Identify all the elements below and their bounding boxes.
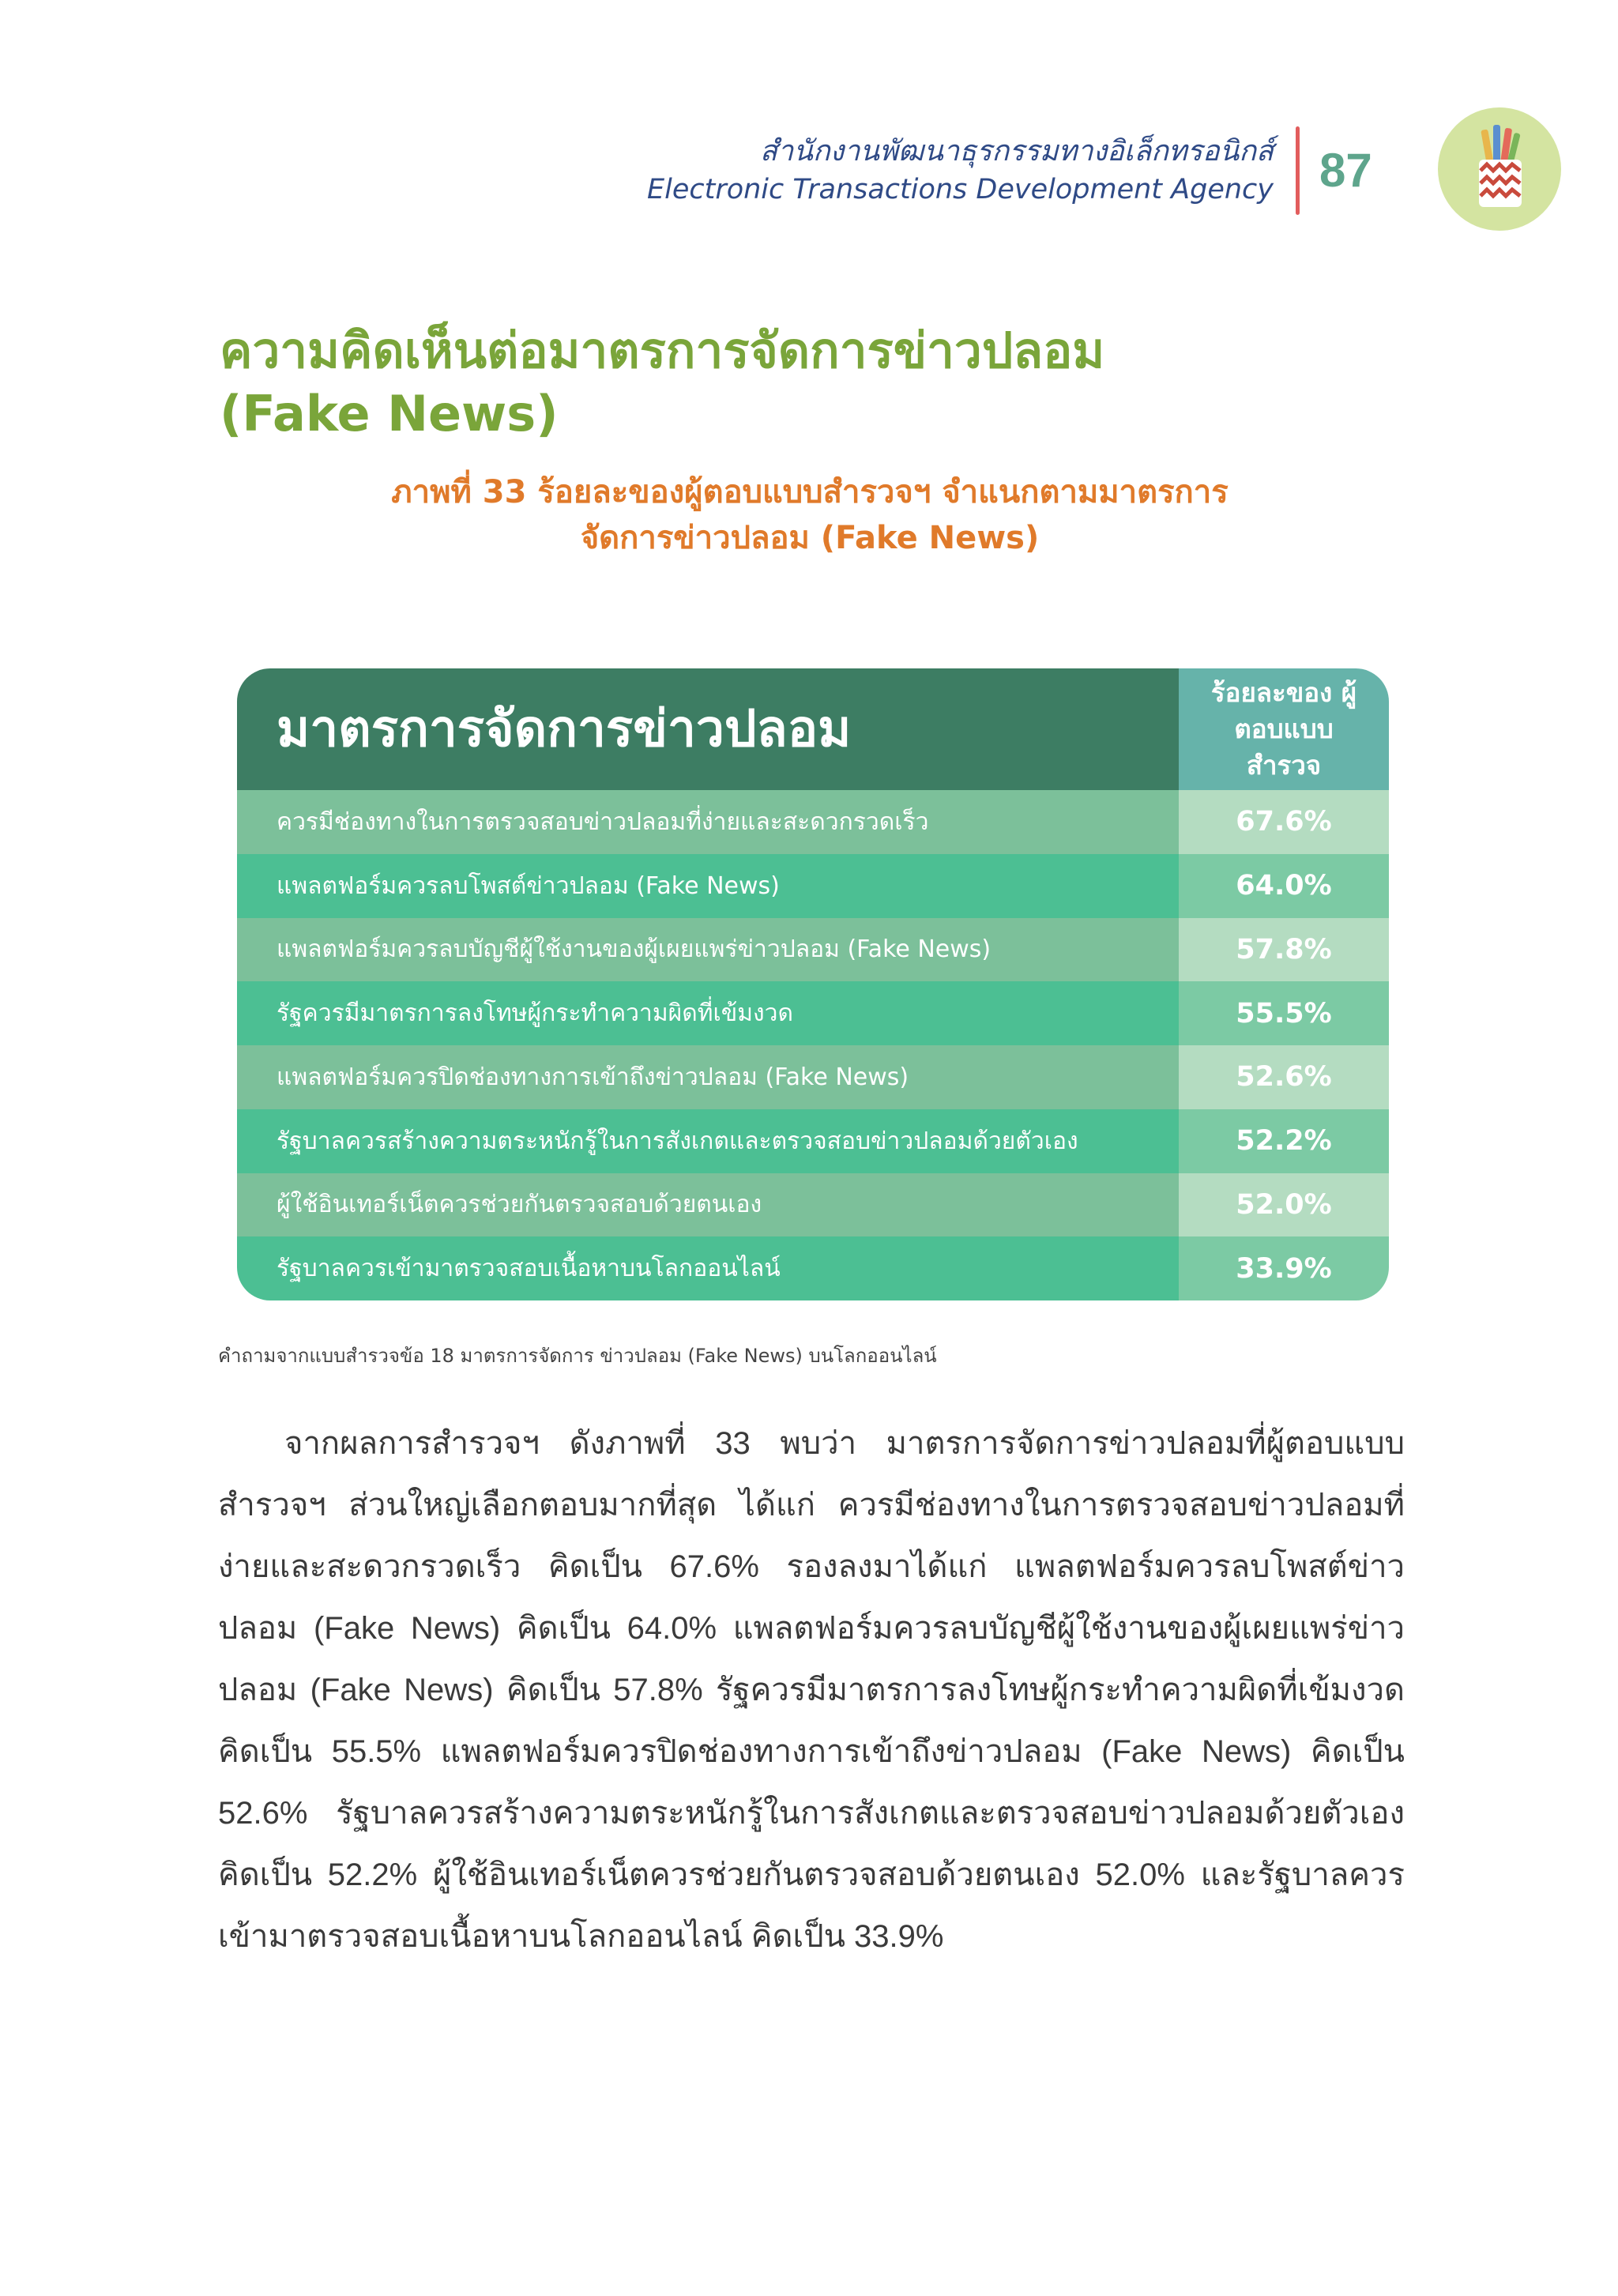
- row-percent-value: 55.5%: [1179, 981, 1389, 1045]
- row-percent-value: 52.0%: [1179, 1173, 1389, 1237]
- section-title-line-2: (Fake News): [220, 385, 559, 442]
- figure-caption: [237, 469, 1383, 561]
- row-measure-label: รัฐบาลควรสร้างความตระหนักรู้ในการสังเกตและตรวจสอบข่าวปลอมด้วยตัวเอง: [237, 1109, 1179, 1173]
- row-percent-value: 52.6%: [1179, 1045, 1389, 1109]
- row-measure-label: แพลตฟอร์มควรปิดช่องทางการเข้าถึงข่าวปลอม (Fake News): [237, 1045, 1179, 1109]
- page-number: 87: [1319, 144, 1372, 197]
- table-row: [237, 790, 1389, 854]
- body-paragraph: จากผลการสำรวจฯ ดังภาพที่ 33 พบว่า มาตรการจัดการข่าวปลอมที่ผู้ตอบแบบสำรวจฯ ส่วนใหญ่เลือกตอบมากที่สุด ได้แก่ ควรมีช่องทางในการตรวจสอบข่าวปลอมที่ง่ายและสะดวกรวดเร็ว คิดเป็น 67.6% รองลงมาได้แก่ แพลตฟอร์มควรลบโพสต์ข่าวปลอม (Fake News) คิดเป็น 64.0% แพลตฟอร์มควรลบบัญชีผู้ใช้งานของผู้เผยแพร่ข่าวปลอม (Fake News) คิดเป็น 57.8% รัฐควรมีมาตรการลงโทษผู้กระทำความผิดที่เข้มงวด คิดเป็น 55.5% แพลตฟอร์มควรปิดช่องทางการเข้าถึงข่าวปลอม (Fake News) คิดเป็น 52.6% รัฐบาลควรสร้างความตระหนักรู้ในการสังเกตและตรวจสอบข่าวปลอมด้วยตัวเอง คิดเป็น 52.2% ผู้ใช้อินเทอร์เน็ตควรช่วยกันตรวจสอบด้วยตนเอง 52.0% และรัฐบาลควรเข้ามาตรวจสอบเนื้อหาบนโลกออนไลน์ คิดเป็น 33.9%: [218, 1426, 1405, 1954]
- row-percent-value: 64.0%: [1179, 854, 1389, 918]
- row-percent-value: 67.6%: [1179, 790, 1389, 854]
- row-percent-value: 33.9%: [1179, 1236, 1389, 1300]
- row-measure-label: รัฐควรมีมาตรการลงโทษผู้กระทำความผิดที่เข้มงวด: [237, 981, 1179, 1045]
- row-measure-label: แพลตฟอร์มควรลบบัญชีผู้ใช้งานของผู้เผยแพร่ข่าวปลอม (Fake News): [237, 918, 1179, 982]
- header-percent: ร้อยละของ ผู้ตอบแบบ สำรวจ: [1179, 668, 1389, 790]
- agency-name-english: Electronic Transactions Development Agency: [646, 174, 1274, 205]
- table-row: [237, 1173, 1389, 1237]
- table-row: [237, 1236, 1389, 1300]
- section-title: [220, 319, 1405, 446]
- fake-news-measures-table: [237, 668, 1389, 1300]
- table-row: [237, 981, 1389, 1045]
- table-row: [237, 918, 1389, 982]
- agency-name-block: [647, 133, 1274, 209]
- table-row: [237, 1045, 1389, 1109]
- row-measure-label: ผู้ใช้อินเทอร์เน็ตควรช่วยกันตรวจสอบด้วยตนเอง: [237, 1173, 1179, 1237]
- section-title-line-1: ความคิดเห็นต่อมาตรการจัดการข่าวปลอม: [220, 322, 1105, 379]
- figure-caption-line-1: ภาพที่ 33 ร้อยละของผู้ตอบแบบสำรวจฯ จำแนกตามมาตรการ: [391, 474, 1229, 510]
- agency-name-thai: สำนักงานพัฒนาธุรกรรมทางอิเล็กทรอนิกส์: [760, 135, 1274, 167]
- source-note: คำถามจากแบบสำรวจข้อ 18 มาตรการจัดการ ข่าวปลอม (Fake News) บนโลกออนไลน์: [218, 1345, 937, 1367]
- row-measure-label: รัฐบาลควรเข้ามาตรวจสอบเนื้อหาบนโลกออนไลน์: [237, 1236, 1179, 1300]
- row-percent-value: 57.8%: [1179, 918, 1389, 982]
- table-row: [237, 1109, 1389, 1173]
- figure-caption-line-2: จัดการข่าวปลอม (Fake News): [580, 520, 1040, 556]
- table-header: [237, 668, 1389, 790]
- table-body: [237, 790, 1389, 1300]
- table-row: [237, 854, 1389, 918]
- pencil-cup-icon: [1438, 107, 1561, 231]
- row-measure-label: ควรมีช่องทางในการตรวจสอบข่าวปลอมที่ง่ายและสะดวกรวดเร็ว: [237, 790, 1179, 854]
- header-measure: มาตรการจัดการข่าวปลอม: [237, 668, 1179, 790]
- row-measure-label: แพลตฟอร์มควรลบโพสต์ข่าวปลอม (Fake News): [237, 854, 1179, 918]
- header-divider: [1296, 126, 1300, 215]
- row-percent-value: 52.2%: [1179, 1109, 1389, 1173]
